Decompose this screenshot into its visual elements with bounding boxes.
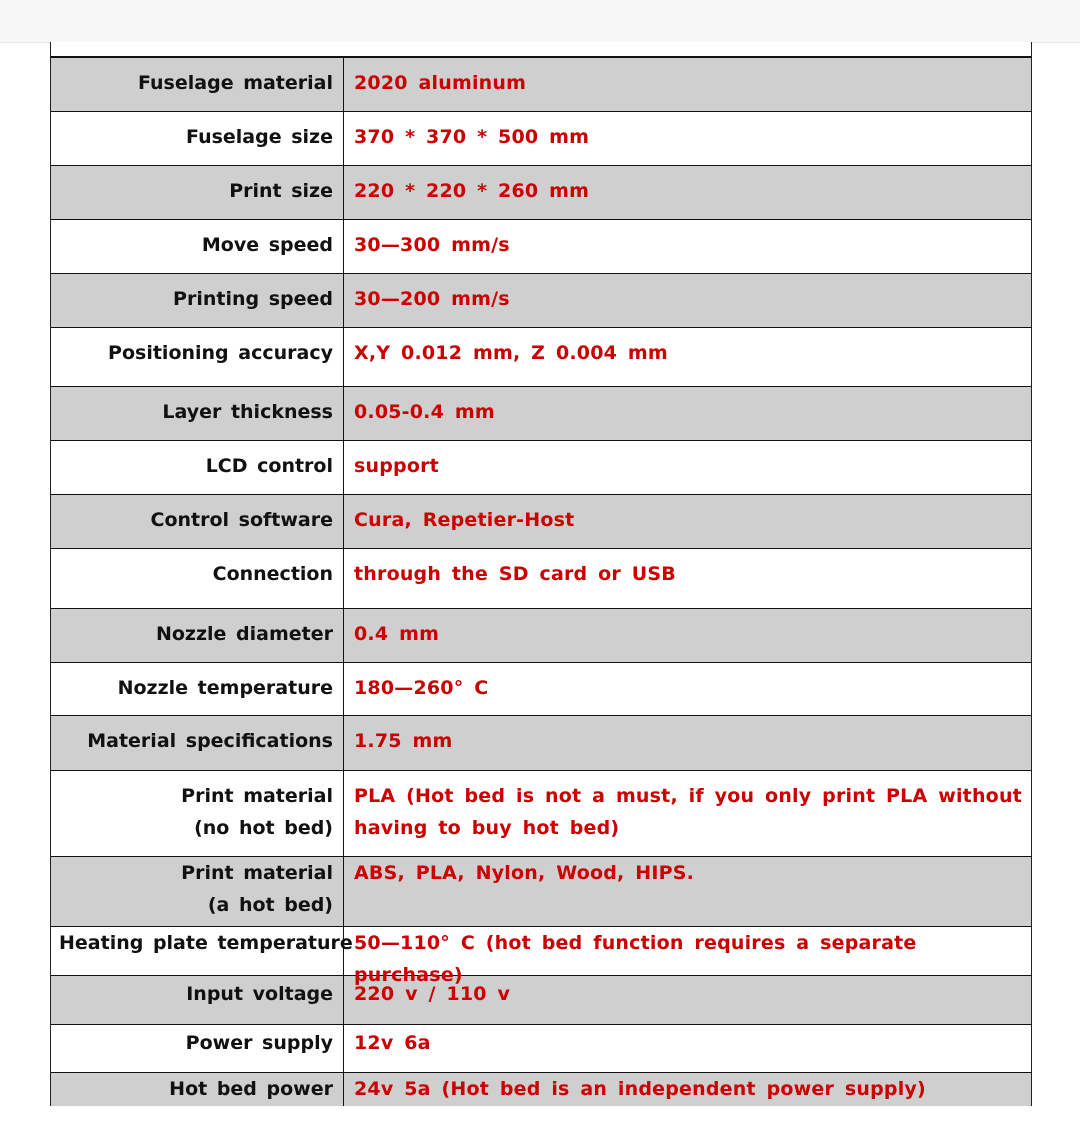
spec-row: [51, 927, 1031, 986]
spec-table: [50, 42, 1032, 1106]
spec-row: [51, 274, 1031, 328]
spec-value: ABS, PLA, Nylon, Wood, HIPS.: [354, 862, 695, 884]
spec-label-line: (a hot bed): [207, 894, 333, 916]
spec-value: 12v 6a: [354, 1032, 431, 1054]
spec-value: 220 v / 110 v: [354, 983, 511, 1005]
spec-value: Cura, Repetier-Host: [354, 509, 575, 531]
spec-label: Nozzle temperature: [51, 663, 344, 715]
spec-label: [51, 857, 344, 926]
spec-value-line: having to buy hot bed): [354, 817, 620, 839]
spec-label: Material specifications: [51, 716, 344, 770]
spec-row: [51, 58, 1031, 112]
spec-row: [51, 387, 1031, 441]
spec-row: [51, 609, 1031, 663]
spec-value: 24v 5a (Hot bed is an independent power supply): [354, 1078, 926, 1100]
spec-label: Control software: [51, 495, 344, 548]
spec-label: Input voltage: [51, 976, 344, 1024]
spec-value: 0.4 mm: [354, 623, 440, 645]
spec-value: X,Y 0.012 mm, Z 0.004 mm: [354, 342, 668, 364]
spec-row: [51, 716, 1031, 771]
spec-value: 30—200 mm/s: [354, 288, 510, 310]
spec-row: [51, 771, 1031, 857]
spec-value: 30—300 mm/s: [354, 234, 510, 256]
spec-label: Positioning accuracy: [51, 328, 344, 386]
spec-label-line: Print material: [181, 862, 333, 884]
spec-label: Printing speed: [51, 274, 344, 327]
spec-label: Fuselage material: [51, 58, 344, 111]
spec-row: [51, 976, 1031, 1025]
spec-value: 220 * 220 * 260 mm: [354, 180, 590, 202]
spec-row: [51, 1073, 1031, 1106]
spec-label: Layer thickness: [51, 387, 344, 440]
spec-label: [51, 771, 344, 856]
spec-row: [51, 549, 1031, 609]
spec-value: 0.05-0.4 mm: [354, 401, 495, 423]
spec-label-line: Print material: [181, 785, 333, 807]
spec-value-line: PLA (Hot bed is not a must, if you only print PLA without: [354, 785, 1022, 807]
spec-row: [51, 663, 1031, 716]
spec-row: [51, 495, 1031, 549]
spec-value: through the SD card or USB: [354, 563, 676, 585]
spec-row: [51, 328, 1031, 387]
spec-row: [51, 441, 1031, 495]
table-top-edge: [51, 42, 1031, 58]
spec-value: support: [354, 455, 439, 477]
spec-label: Nozzle diameter: [51, 609, 344, 662]
spec-label: Print size: [51, 166, 344, 219]
spec-value: 370 * 370 * 500 mm: [354, 126, 590, 148]
spec-label: Connection: [51, 549, 344, 608]
spec-value: [344, 771, 1031, 856]
spec-label: Move speed: [51, 220, 344, 273]
spec-label: Fuselage size: [51, 112, 344, 165]
spec-label: Heating plate temperature: [51, 927, 344, 975]
spec-row: [51, 166, 1031, 220]
spec-value: 180—260° C: [354, 677, 489, 699]
spec-value: 50—110° C (hot bed function requires a separate purchase): [354, 932, 917, 986]
spec-row: [51, 220, 1031, 274]
spec-label: Hot bed power: [51, 1073, 344, 1106]
spec-row: [51, 112, 1031, 166]
browser-top-bar: [0, 0, 1080, 43]
spec-row: [51, 1025, 1031, 1073]
spec-row: [51, 857, 1031, 927]
spec-label-line: (no hot bed): [194, 817, 333, 839]
spec-value: 2020 aluminum: [354, 72, 527, 94]
spec-label: LCD control: [51, 441, 344, 494]
spec-label: Power supply: [51, 1025, 344, 1072]
spec-value: 1.75 mm: [354, 730, 453, 752]
